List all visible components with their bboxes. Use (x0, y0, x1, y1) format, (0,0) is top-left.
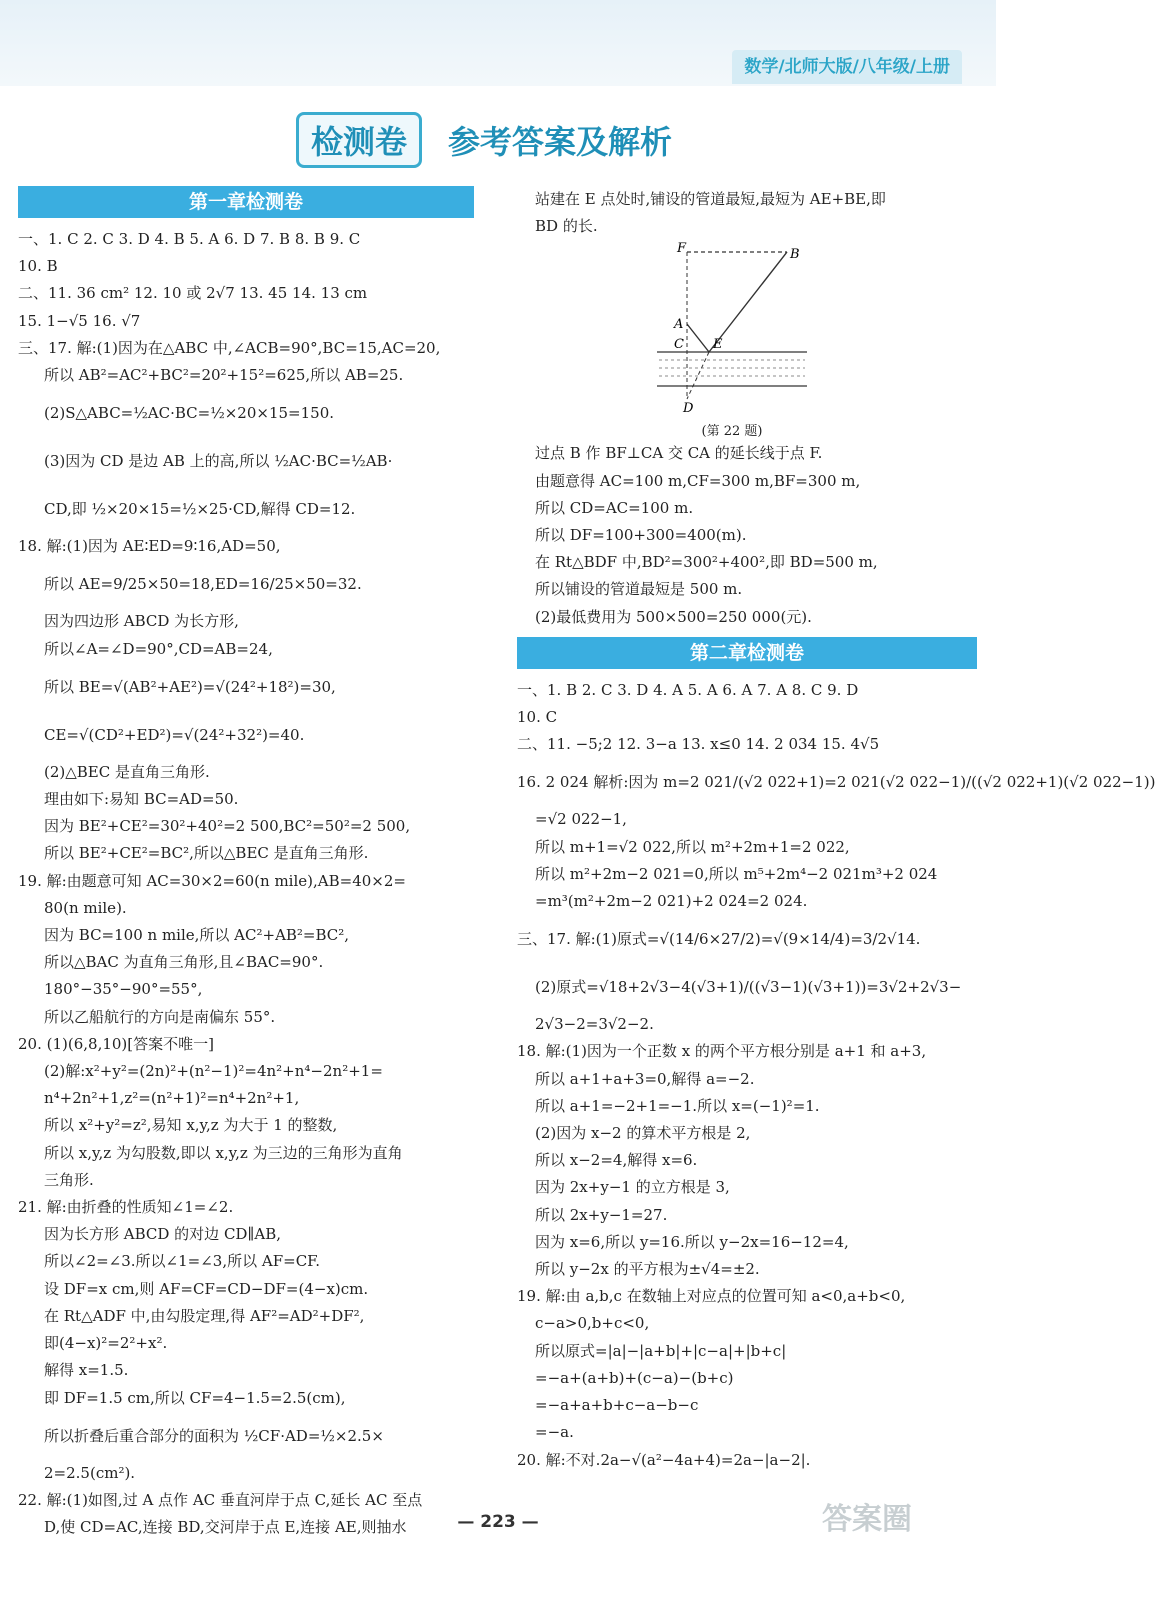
answer-line: 15. 1−√5 16. √7 (18, 311, 141, 330)
answer-line: 二、11. −5;2 12. 3−a 13. x≤0 14. 2 034 15. 4√5 (517, 735, 880, 754)
answer-line: 80(n mile). (44, 898, 127, 917)
answer-line: 19. 解:由题意可知 AC=30×2=60(n mile),AB=40×2= (18, 871, 406, 890)
answer-line: 所以 CD=AC=100 m. (535, 498, 694, 517)
right-top-lines (517, 186, 977, 240)
right-column (517, 186, 1155, 1474)
answer-line: 所以∠2=∠3.所以∠1=∠3,所以 AF=CF. (44, 1252, 321, 1271)
answer-line: 在 Rt△ADF 中,由勾股定理,得 AF²=AD²+DF², (44, 1306, 365, 1325)
answer-line: 所以 m+1=√2 022,所以 m²+2m+1=2 022, (535, 837, 850, 856)
answer-line: (2)S△ABC=½AC·BC=½×20×15=150. (44, 404, 335, 423)
label-C: C (674, 337, 684, 353)
answer-line: =m³(m²+2m−2 021)+2 024=2 024. (535, 892, 808, 911)
answer-line: 21. 解:由折叠的性质知∠1=∠2. (18, 1198, 234, 1217)
section-header-chapter-2: 第二章检测卷 (517, 637, 977, 669)
label-D: D (683, 401, 694, 417)
answer-line: D,使 CD=AC,连接 BD,交河岸于点 E,连接 AE,则抽水 (44, 1518, 407, 1537)
answer-line: (3)因为 CD 是边 AB 上的高,所以 ½AC·BC=½AB· (44, 452, 393, 471)
answer-line: =−a+a+b+c−a−b−c (535, 1396, 699, 1415)
answer-line: 10. C (517, 708, 558, 727)
answer-line: CE=√(CD²+ED²)=√(24²+32²)=40. (44, 725, 305, 744)
answer-line: 由题意得 AC=100 m,CF=300 m,BF=300 m, (535, 471, 861, 490)
answer-line: =√2 022−1, (535, 810, 627, 829)
answer-line: n⁴+2n²+1,z²=(n²+1)²=n⁴+2n²+1, (44, 1089, 300, 1108)
answer-line: 所以△BAC 为直角三角形,且∠BAC=90°. (44, 953, 324, 972)
figure-22-diagram (647, 241, 817, 417)
answer-line: 所以 AB²=AC²+BC²=20²+15²=625,所以 AB=25. (44, 366, 404, 385)
answer-line: 所以∠A=∠D=90°,CD=AB=24, (44, 639, 273, 658)
answer-line: 2√3−2=3√2−2. (535, 1015, 654, 1034)
answer-line: 站建在 E 点处时,铺设的管道最短,最短为 AE+BE,即 (535, 190, 886, 208)
answer-line: 因为四边形 ABCD 为长方形, (44, 612, 239, 631)
answer-line: 因为长方形 ABCD 的对边 CD∥AB, (44, 1225, 281, 1244)
answer-line: =−a. (535, 1423, 574, 1442)
page-number-value: 223 (480, 1512, 516, 1532)
answer-line: 所以 y−2x 的平方根为±√4=±2. (535, 1260, 760, 1279)
answer-line: 所以 x²+y²=z²,易知 x,y,z 为大于 1 的整数, (44, 1116, 338, 1135)
answer-line: (2)解:x²+y²=(2n)²+(n²−1)²=4n²+n⁴−2n²+1= (44, 1062, 383, 1081)
answer-line: 19. 解:由 a,b,c 在数轴上对应点的位置可知 a<0,a+b<0, (517, 1287, 906, 1306)
right-answers (517, 677, 1155, 1474)
answer-line: (2)原式=√18+2√3−4(√3+1)/((√3−1)(√3+1))=3√2+2√3− (535, 978, 962, 997)
answer-line: 10. B (18, 257, 58, 276)
answer-line: 16. 2 024 解析:因为 m=2 021/(√2 022+1)=2 021(√2 022−1)/((√2 022+1)(√2 022−1)) (517, 773, 1155, 792)
answer-line: 18. 解:(1)因为一个正数 x 的两个平方根分别是 a+1 和 a+3, (517, 1042, 927, 1061)
answer-line: 一、1. C 2. C 3. D 4. B 5. A 6. D 7. B 8. B 9. C (18, 230, 361, 248)
answer-line: 所以 BE=√(AB²+AE²)=√(24²+18²)=30, (44, 677, 336, 696)
answer-line: 所以铺设的管道最短是 500 m. (535, 580, 743, 599)
answer-line: 解得 x=1.5. (44, 1361, 129, 1380)
answer-line: (2)因为 x−2 的算术平方根是 2, (535, 1124, 751, 1143)
section-header-chapter-1: 第一章检测卷 (18, 186, 474, 218)
left-column (18, 186, 474, 1541)
answer-line: 过点 B 作 BF⊥CA 交 CA 的延长线于点 F. (535, 444, 823, 463)
answer-line: 因为 x=6,所以 y=16.所以 y−2x=16−12=4, (535, 1232, 849, 1251)
answer-line: 所以 x,y,z 为勾股数,即以 x,y,z 为三边的三角形为直角 (44, 1143, 403, 1162)
answer-line: 在 Rt△BDF 中,BD²=300²+400²,即 BD=500 m, (535, 553, 878, 572)
label-A: A (674, 317, 684, 333)
answer-line: 因为 BC=100 n mile,所以 AC²+AB²=BC², (44, 926, 350, 945)
answer-line: CD,即 ½×20×15=½×25·CD,解得 CD=12. (44, 500, 356, 519)
answer-line: (2)最低费用为 500×500=250 000(元). (535, 607, 812, 626)
answer-line: 所以乙船航行的方向是南偏东 55°. (44, 1007, 276, 1026)
figure-caption: (第 22 题) (701, 424, 763, 440)
answer-line: 所以 AE=9/25×50=18,ED=16/25×50=32. (44, 575, 362, 594)
answer-line: =−a+(a+b)+(c−a)−(b+c) (535, 1368, 734, 1387)
title-text: 参考答案及解析 (448, 123, 673, 161)
subject-tag: 数学/北师大版/八年级/上册 (732, 50, 962, 84)
answer-line: 所以 a+1=−2+1=−1.所以 x=(−1)²=1. (535, 1096, 820, 1115)
figure-22 (647, 241, 817, 440)
answer-line: 2=2.5(cm²). (44, 1463, 136, 1482)
answer-line: 因为 BE²+CE²=30²+40²=2 500,BC²=50²=2 500, (44, 817, 411, 836)
answer-line: 所以 m²+2m−2 021=0,所以 m⁵+2m⁴−2 021m³+2 024 (535, 864, 938, 883)
answer-line: 18. 解:(1)因为 AE∶ED=9∶16,AD=50, (18, 537, 281, 556)
label-F: F (677, 241, 687, 257)
answer-line: 三、17. 解:(1)原式=√(14/6×27/2)=√(9×14/4)=3/2√14. (517, 930, 921, 949)
answer-line: (2)△BEC 是直角三角形. (44, 762, 210, 781)
answer-line: 三角形. (44, 1170, 94, 1189)
answer-line: 所以 x−2=4,解得 x=6. (535, 1151, 698, 1170)
answer-line: 三、17. 解:(1)因为在△ABC 中,∠ACB=90°,BC=15,AC=20, (18, 338, 441, 357)
answer-line: 所以原式=|a|−|a+b|+|c−a|+|b+c| (535, 1341, 787, 1360)
answer-line: 所以 DF=100+300=400(m). (535, 526, 747, 545)
answer-line: 即(4−x)²=2²+x². (44, 1334, 168, 1353)
answer-line: 理由如下:易知 BC=AD=50. (44, 790, 239, 809)
left-answers (18, 226, 474, 1541)
page-title (296, 112, 672, 168)
answer-line: 22. 解:(1)如图,过 A 点作 AC 垂直河岸于点 C,延长 AC 至点 (18, 1490, 423, 1509)
answer-line: 二、11. 36 cm² 12. 10 或 2√7 13. 45 14. 13 cm (18, 284, 368, 303)
title-box: 检测卷 (296, 112, 422, 168)
answer-line: 所以 2x+y−1=27. (535, 1205, 668, 1224)
answer-line: 一、1. B 2. C 3. D 4. A 5. A 6. A 7. A 8. C 9. D (517, 680, 859, 699)
label-E: E (713, 337, 723, 353)
answer-line: 所以折叠后重合部分的面积为 ½CF·AD=½×2.5× (44, 1426, 384, 1445)
answer-line: 设 DF=x cm,则 AF=CF=CD−DF=(4−x)cm. (44, 1279, 369, 1298)
answer-line: 20. (1)(6,8,10)[答案不唯一] (18, 1034, 214, 1053)
answer-line: BD 的长. (535, 217, 598, 236)
label-B: B (790, 247, 800, 263)
watermark-logo: 答案圈 (822, 1502, 912, 1537)
answer-line: 所以 a+1+a+3=0,解得 a=−2. (535, 1069, 755, 1088)
answer-line: 因为 2x+y−1 的立方根是 3, (535, 1178, 730, 1197)
answer-line: 即 DF=1.5 cm,所以 CF=4−1.5=2.5(cm), (44, 1388, 346, 1407)
answer-line: c−a>0,b+c<0, (535, 1314, 650, 1333)
answer-line: 所以 BE²+CE²=BC²,所以△BEC 是直角三角形. (44, 844, 369, 863)
page-number: — 223 — (457, 1512, 539, 1532)
answer-line: 20. 解:不对.2a−√(a²−4a+4)=2a−|a−2|. (517, 1450, 811, 1469)
answer-line: 180°−35°−90°=55°, (44, 980, 203, 999)
right-mid-lines (517, 440, 977, 630)
